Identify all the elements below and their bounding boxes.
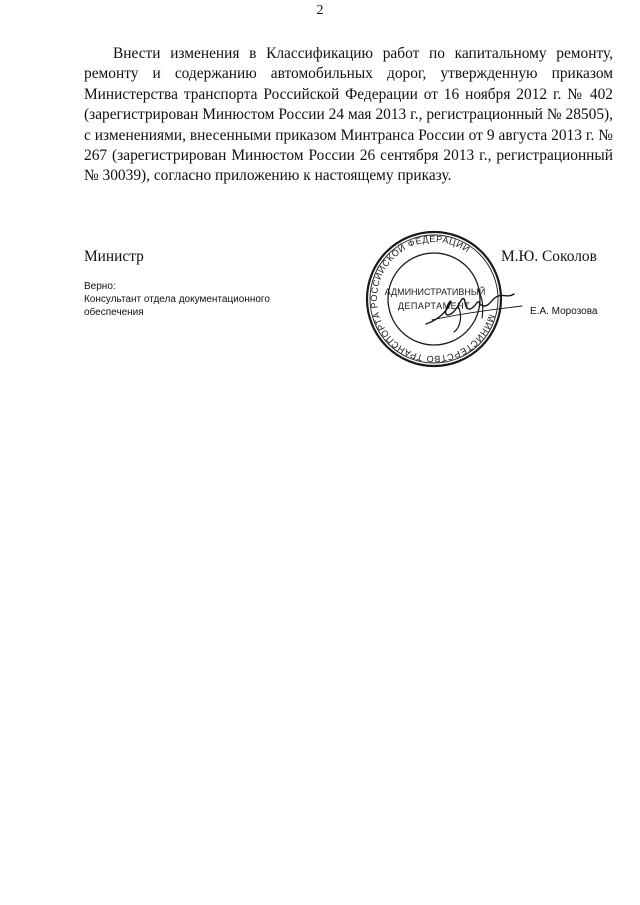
stamp-ring-text: МИНИСТЕРСТВО ТРАНСПОРТА РОССИЙСКОЙ ФЕДЕРАЦИИ bbox=[368, 233, 497, 365]
page-number: 2 bbox=[316, 3, 324, 18]
certification-label: Верно: bbox=[84, 281, 116, 292]
certification-name: Е.А. Морозова bbox=[530, 306, 598, 317]
body-paragraph: Внести изменения в Классификацию работ по капитальному ремонту, ремонту и содержанию автомобильных дорог, утвержденную приказом Министерства транспорта Российской Федерации от 16 ноября 2012 г. № 402 (зарегистрирован Минюстом России 24 мая 2013 г., регистрационный № 28505), с изменениями, внесенными приказом Минтранса России от 9 августа 2013 г. № 267 (зарегистрирован Минюстом России 26 сентября 2013 г., регистрационный № 30039), согласно приложению к настоящему приказу. bbox=[84, 45, 613, 185]
stamp-center-line2: ДЕПАРТАМЕНТ bbox=[397, 301, 471, 311]
signer-name: М.Ю. Соколов bbox=[501, 248, 597, 265]
signer-position-title: Министр bbox=[84, 248, 144, 265]
certification-position: Консультант отдела документационного обеспечения bbox=[84, 294, 270, 318]
stamp-center-line1: АДМИНИСТРАТИВНЫЙ bbox=[384, 287, 486, 297]
handwritten-signature bbox=[418, 276, 528, 336]
